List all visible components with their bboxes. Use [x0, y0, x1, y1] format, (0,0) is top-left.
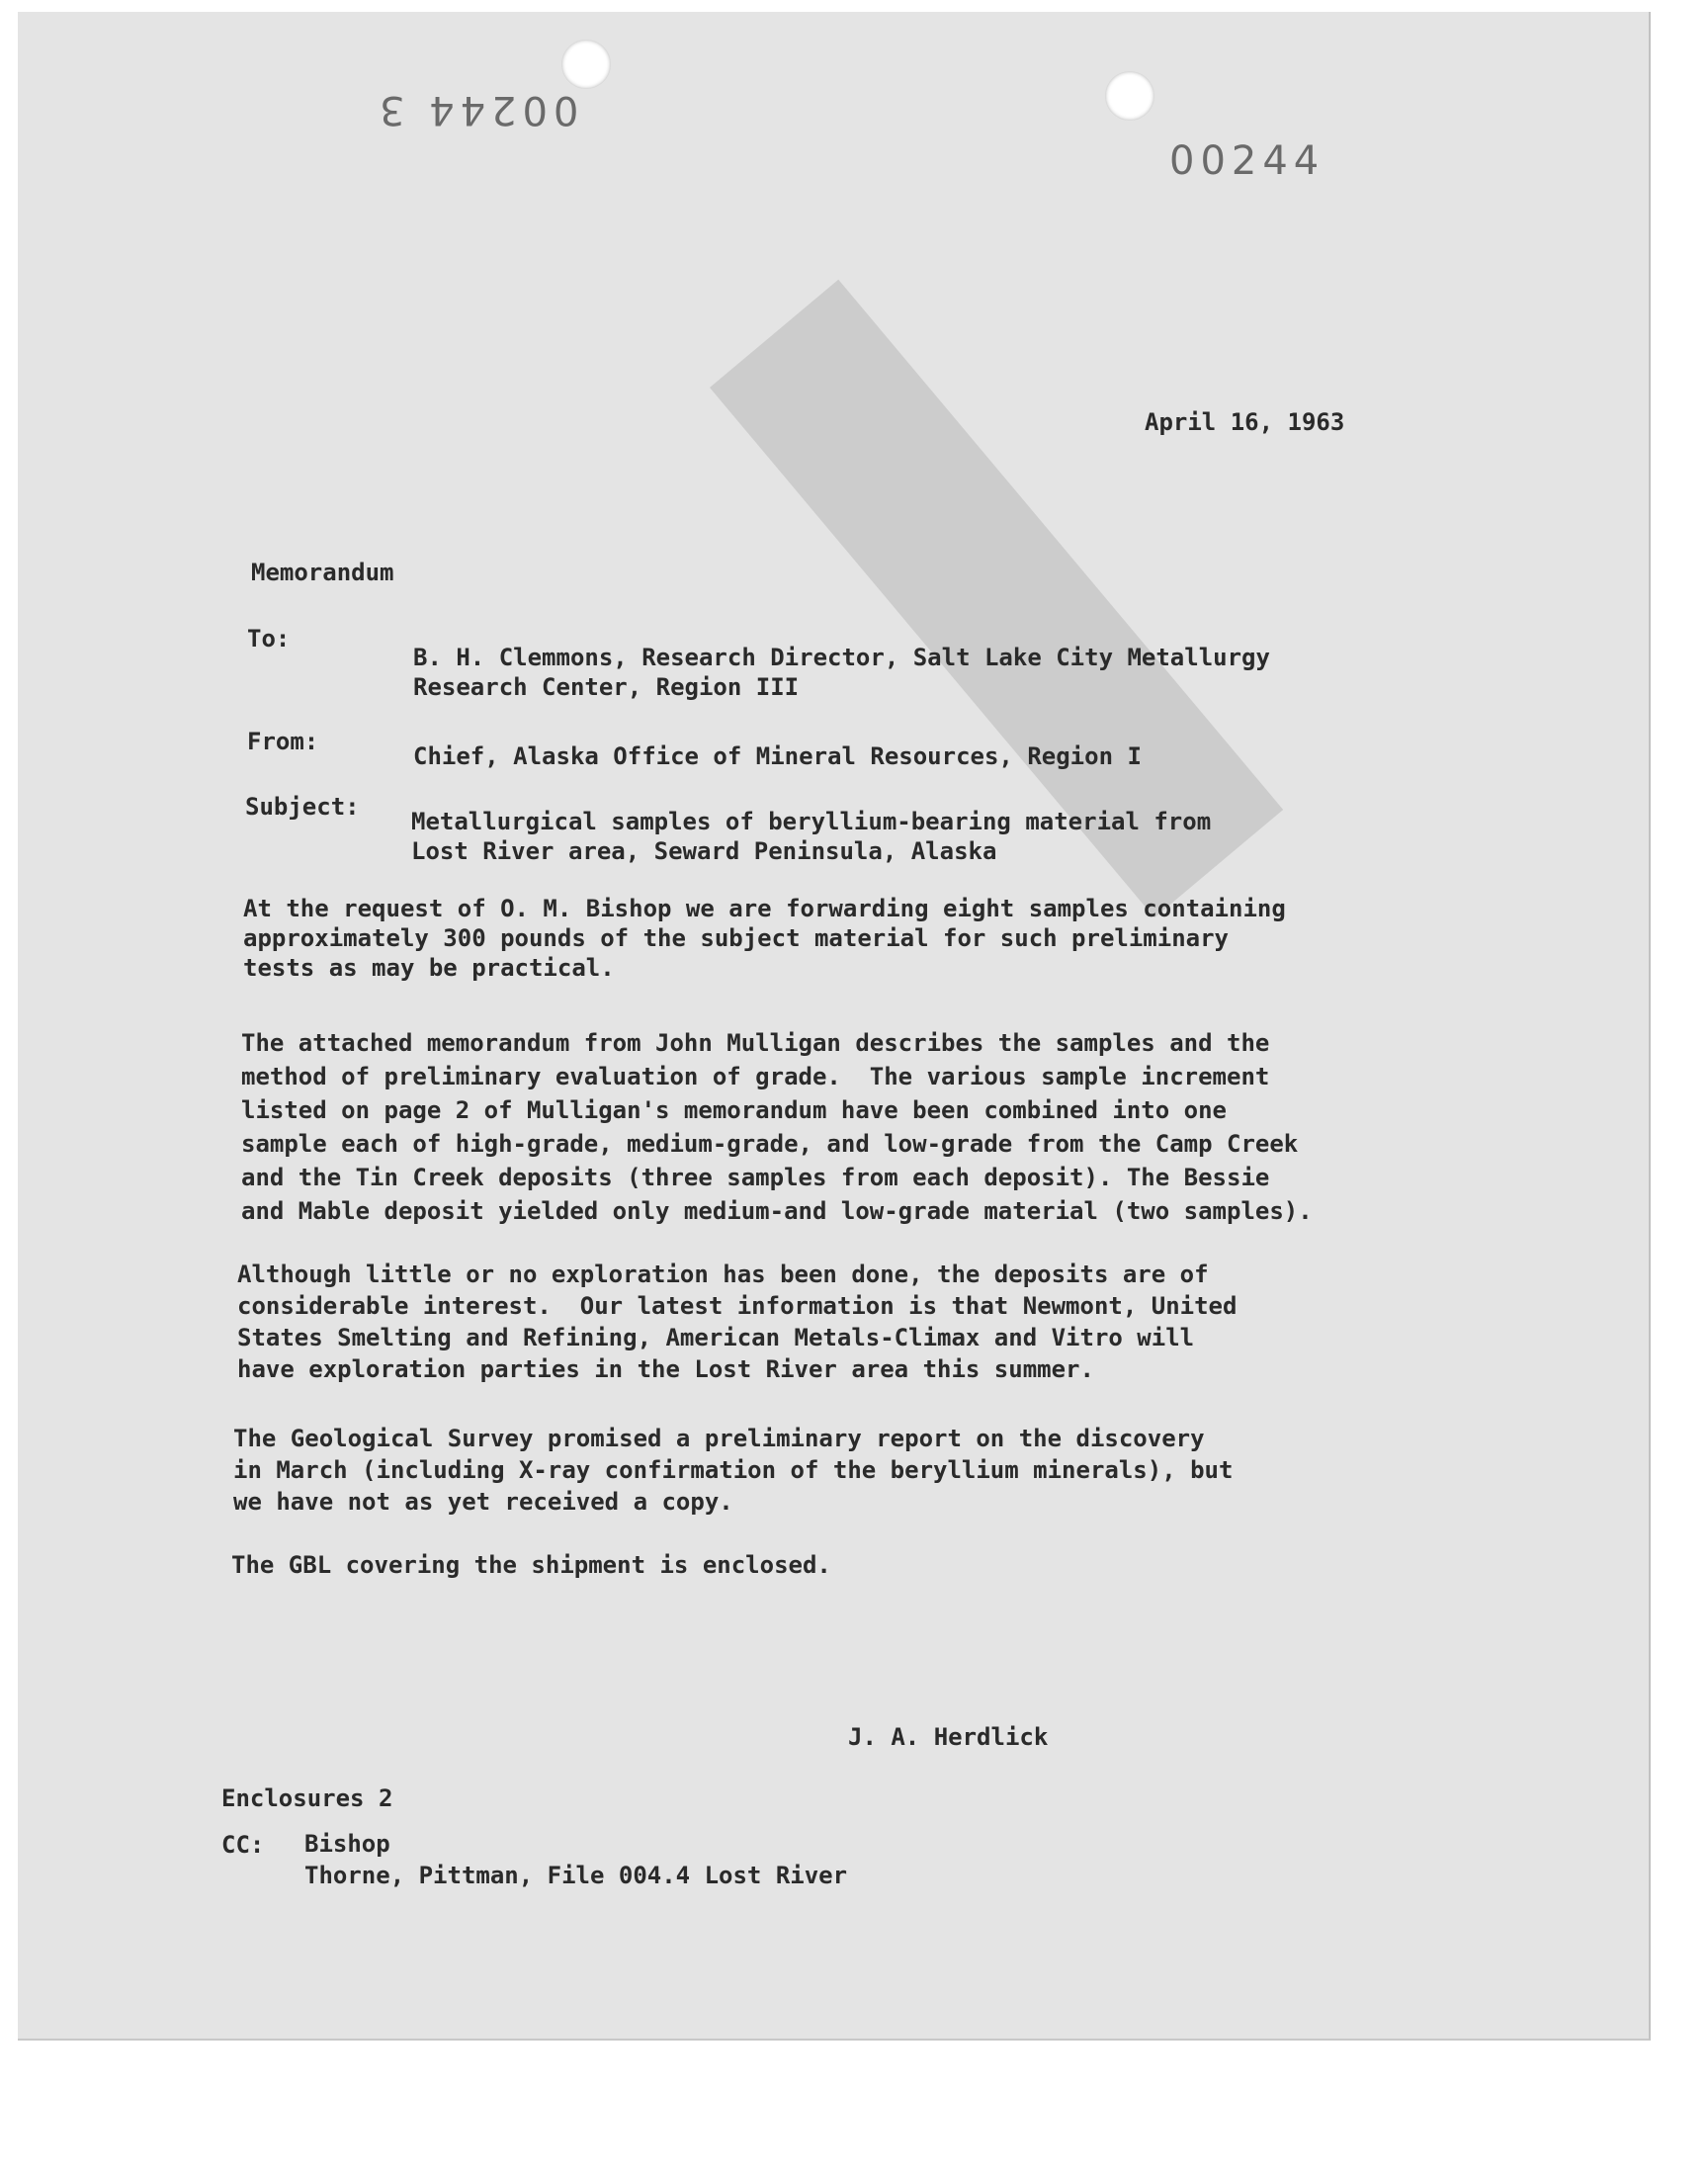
body-line: sample each of high-grade, medium-grade, and low-grade from the Camp Creek: [241, 1130, 1299, 1158]
to-line: B. H. Clemmons, Research Director, Salt Lake City Metallurgy: [413, 644, 1270, 671]
body-line: The attached memorandum from John Mulligan describes the samples and the: [241, 1029, 1270, 1057]
stamp-number-upside-down: 00244 3: [374, 87, 579, 132]
body-line: we have not as yet received a copy.: [233, 1488, 733, 1516]
cc-line: Bishop: [304, 1830, 390, 1858]
punch-hole-right: [1105, 71, 1154, 121]
enclosures-note: Enclosures 2: [221, 1784, 393, 1812]
body-line: States Smelting and Refining, American Metals-Climax and Vitro will: [237, 1324, 1195, 1351]
body-line: in March (including X-ray confirmation of the beryllium minerals), but: [233, 1456, 1234, 1484]
cc-line: Thorne, Pittman, File 004.4 Lost River: [304, 1862, 848, 1889]
memo-type-heading: Memorandum: [251, 559, 394, 586]
punch-hole-left: [561, 40, 611, 89]
memo-date: April 16, 1963: [1145, 408, 1345, 436]
body-line: The Geological Survey promised a preliminary report on the discovery: [233, 1425, 1205, 1452]
from-line: Chief, Alaska Office of Mineral Resources, Region I: [413, 742, 1142, 770]
from-label: From:: [247, 728, 319, 755]
stamp-number: 00244: [1169, 138, 1325, 184]
memo-sheet: [18, 12, 1651, 2041]
body-line: listed on page 2 of Mulligan's memorandum have been combined into one: [241, 1096, 1227, 1124]
signature: J. A. Herdlick: [848, 1723, 1049, 1751]
to-label: To:: [247, 625, 291, 652]
body-line: The GBL covering the shipment is enclosed.: [231, 1551, 831, 1579]
subject-line: Lost River area, Seward Peninsula, Alaska: [411, 837, 997, 865]
body-line: and Mable deposit yielded only medium-and low-grade material (two samples).: [241, 1197, 1313, 1225]
body-line: have exploration parties in the Lost River area this summer.: [237, 1355, 1094, 1383]
subject-line: Metallurgical samples of beryllium-bearing material from: [411, 808, 1212, 835]
body-line: tests as may be practical.: [243, 954, 615, 982]
body-line: method of preliminary evaluation of grade. The various sample increment: [241, 1063, 1270, 1090]
body-line: At the request of O. M. Bishop we are forwarding eight samples containing: [243, 895, 1286, 922]
body-line: considerable interest. Our latest information is that Newmont, United: [237, 1292, 1238, 1320]
to-line: Research Center, Region III: [413, 673, 800, 701]
subject-label: Subject:: [245, 793, 360, 821]
body-line: Although little or no exploration has been done, the deposits are of: [237, 1261, 1209, 1288]
body-line: approximately 300 pounds of the subject material for such preliminary: [243, 924, 1229, 952]
body-line: and the Tin Creek deposits (three samples from each deposit). The Bessie: [241, 1164, 1270, 1191]
cc-label: CC:: [221, 1831, 265, 1859]
